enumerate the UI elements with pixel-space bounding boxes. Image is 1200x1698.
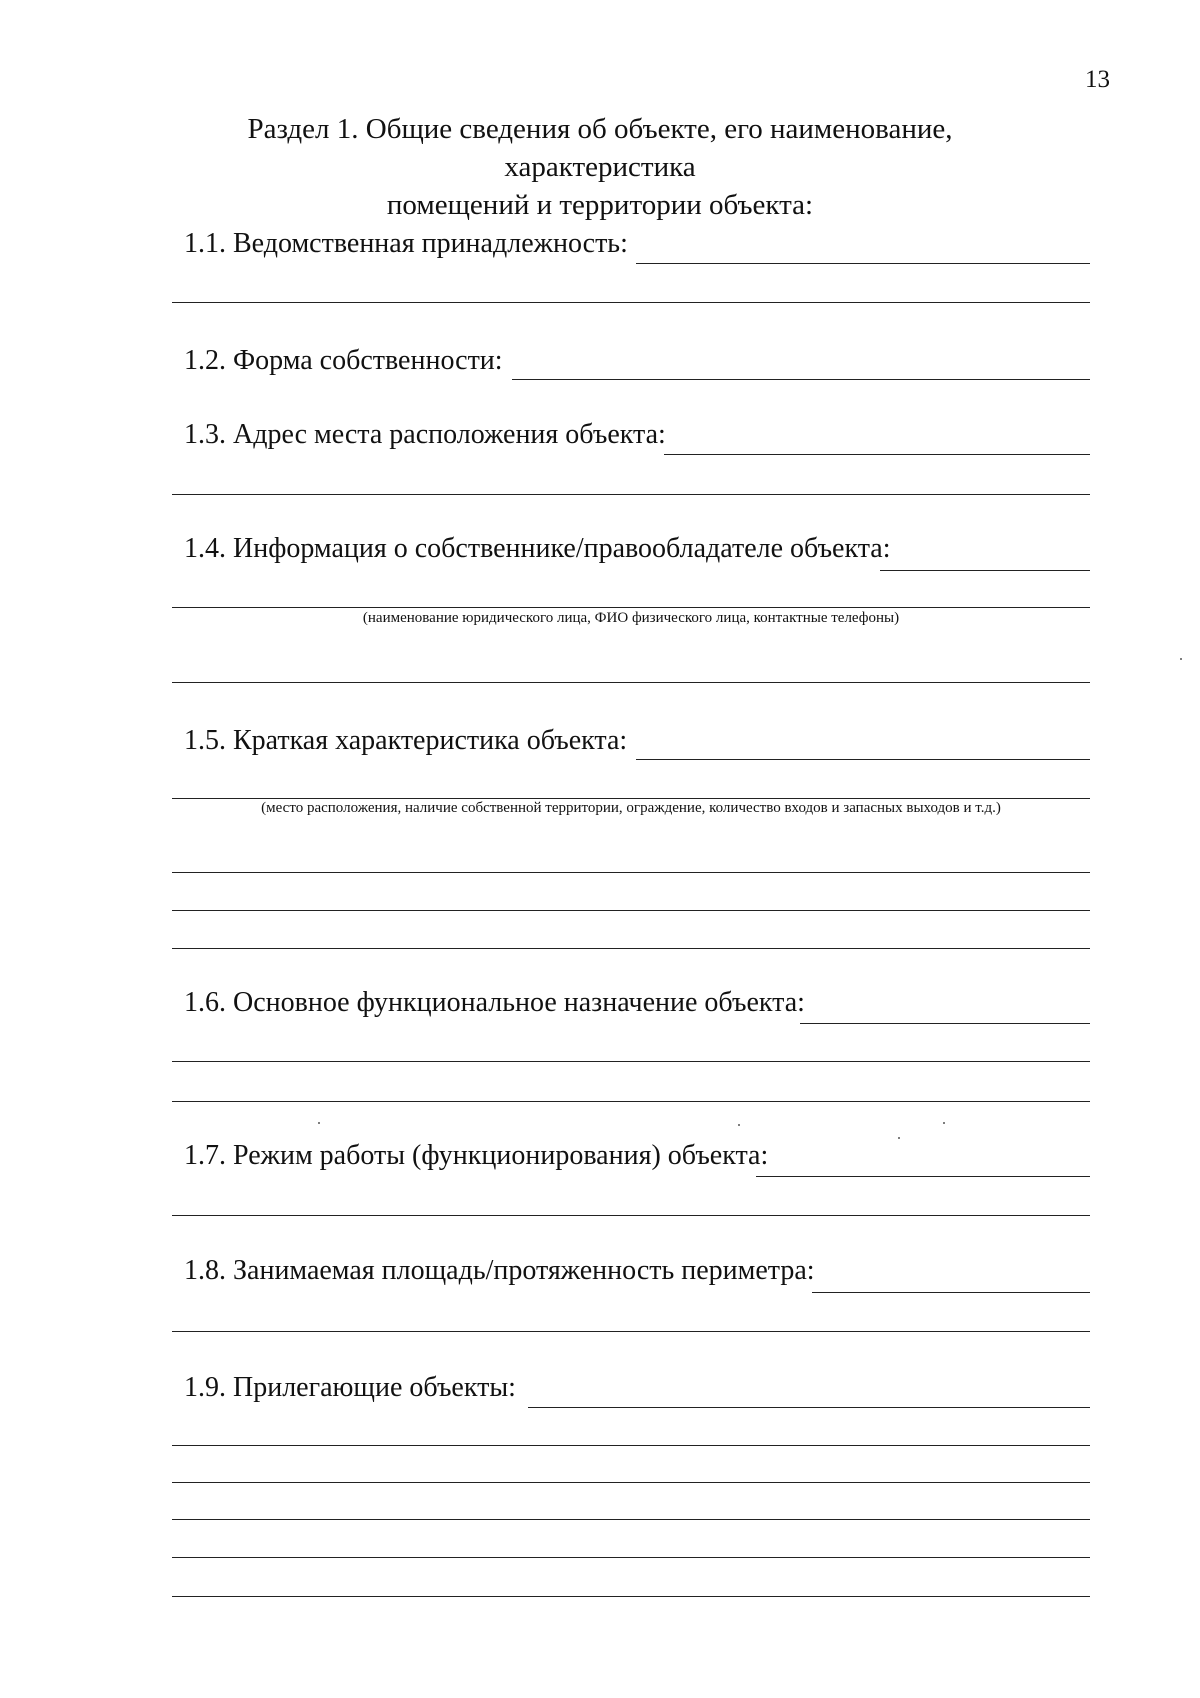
scan-speck: [1180, 658, 1182, 660]
field-input-line-1-3[interactable]: [664, 454, 1090, 455]
field-input-line-1-2[interactable]: [512, 379, 1090, 380]
field-label-1-5: 1.5. Краткая характеристика объекта:: [184, 725, 628, 756]
field-input-line-1-4[interactable]: [880, 570, 1090, 571]
field-caption-1-4: (наименование юридического лица, ФИО физического лица, контактные телефоны): [362, 610, 900, 626]
field-input-line-1-9-cont-4[interactable]: [172, 1557, 1090, 1558]
field-input-line-1-6-cont-2[interactable]: [172, 1101, 1090, 1102]
field-input-line-1-9-cont-2[interactable]: [172, 1482, 1090, 1483]
field-input-line-1-1[interactable]: [636, 263, 1090, 264]
field-input-line-1-9-cont-1[interactable]: [172, 1445, 1090, 1446]
field-input-line-1-6[interactable]: [800, 1023, 1090, 1024]
field-label-1-8: 1.8. Занимаемая площадь/протяженность периметра:: [184, 1255, 815, 1286]
field-label-1-6: 1.6. Основное функциональное назначение объекта:: [184, 987, 805, 1018]
field-input-line-1-4-extra[interactable]: [172, 682, 1090, 683]
field-label-1-2: 1.2. Форма собственности:: [184, 345, 503, 376]
field-label-1-7: 1.7. Режим работы (функционирования) объекта:: [184, 1140, 769, 1171]
field-input-line-1-5-extra-2[interactable]: [172, 910, 1090, 911]
section-title-line2: помещений и территории объекта:: [386, 189, 814, 221]
field-input-line-1-9[interactable]: [528, 1407, 1090, 1408]
scan-speck: [943, 1122, 945, 1124]
scan-speck: [738, 1124, 740, 1126]
field-input-line-1-5-extra-3[interactable]: [172, 948, 1090, 949]
scan-speck: [898, 1137, 900, 1139]
field-input-line-1-7[interactable]: [756, 1176, 1090, 1177]
field-input-line-1-6-cont-1[interactable]: [172, 1061, 1090, 1062]
field-label-1-3: 1.3. Адрес места расположения объекта:: [184, 419, 666, 450]
scan-speck: [318, 1122, 320, 1124]
field-input-line-1-9-cont-5[interactable]: [172, 1596, 1090, 1597]
field-input-line-1-5[interactable]: [636, 759, 1090, 760]
field-input-line-1-5-extra-1[interactable]: [172, 872, 1090, 873]
field-input-line-1-4-cont[interactable]: [172, 607, 1090, 608]
field-input-line-1-8-cont[interactable]: [172, 1331, 1090, 1332]
page-number: 13: [1085, 66, 1110, 93]
field-label-1-9: 1.9. Прилегающие объекты:: [184, 1372, 516, 1403]
field-input-line-1-1-cont[interactable]: [172, 302, 1090, 303]
field-label-1-1: 1.1. Ведомственная принадлежность:: [184, 228, 628, 259]
field-input-line-1-7-cont[interactable]: [172, 1215, 1090, 1216]
field-input-line-1-9-cont-3[interactable]: [172, 1519, 1090, 1520]
field-input-line-1-5-cont[interactable]: [172, 798, 1090, 799]
field-label-1-4: 1.4. Информация о собственнике/правообладателе объекта:: [184, 533, 891, 564]
field-input-line-1-8[interactable]: [812, 1292, 1090, 1293]
section-title-line1: Раздел 1. Общие сведения об объекте, его наименование, характеристика: [247, 113, 953, 183]
field-input-line-1-3-cont[interactable]: [172, 494, 1090, 495]
field-caption-1-5: (место расположения, наличие собственной территории, ограждение, количество входов и запасных выходов и т.д.): [261, 800, 1001, 816]
section-title: [150, 110, 1050, 224]
